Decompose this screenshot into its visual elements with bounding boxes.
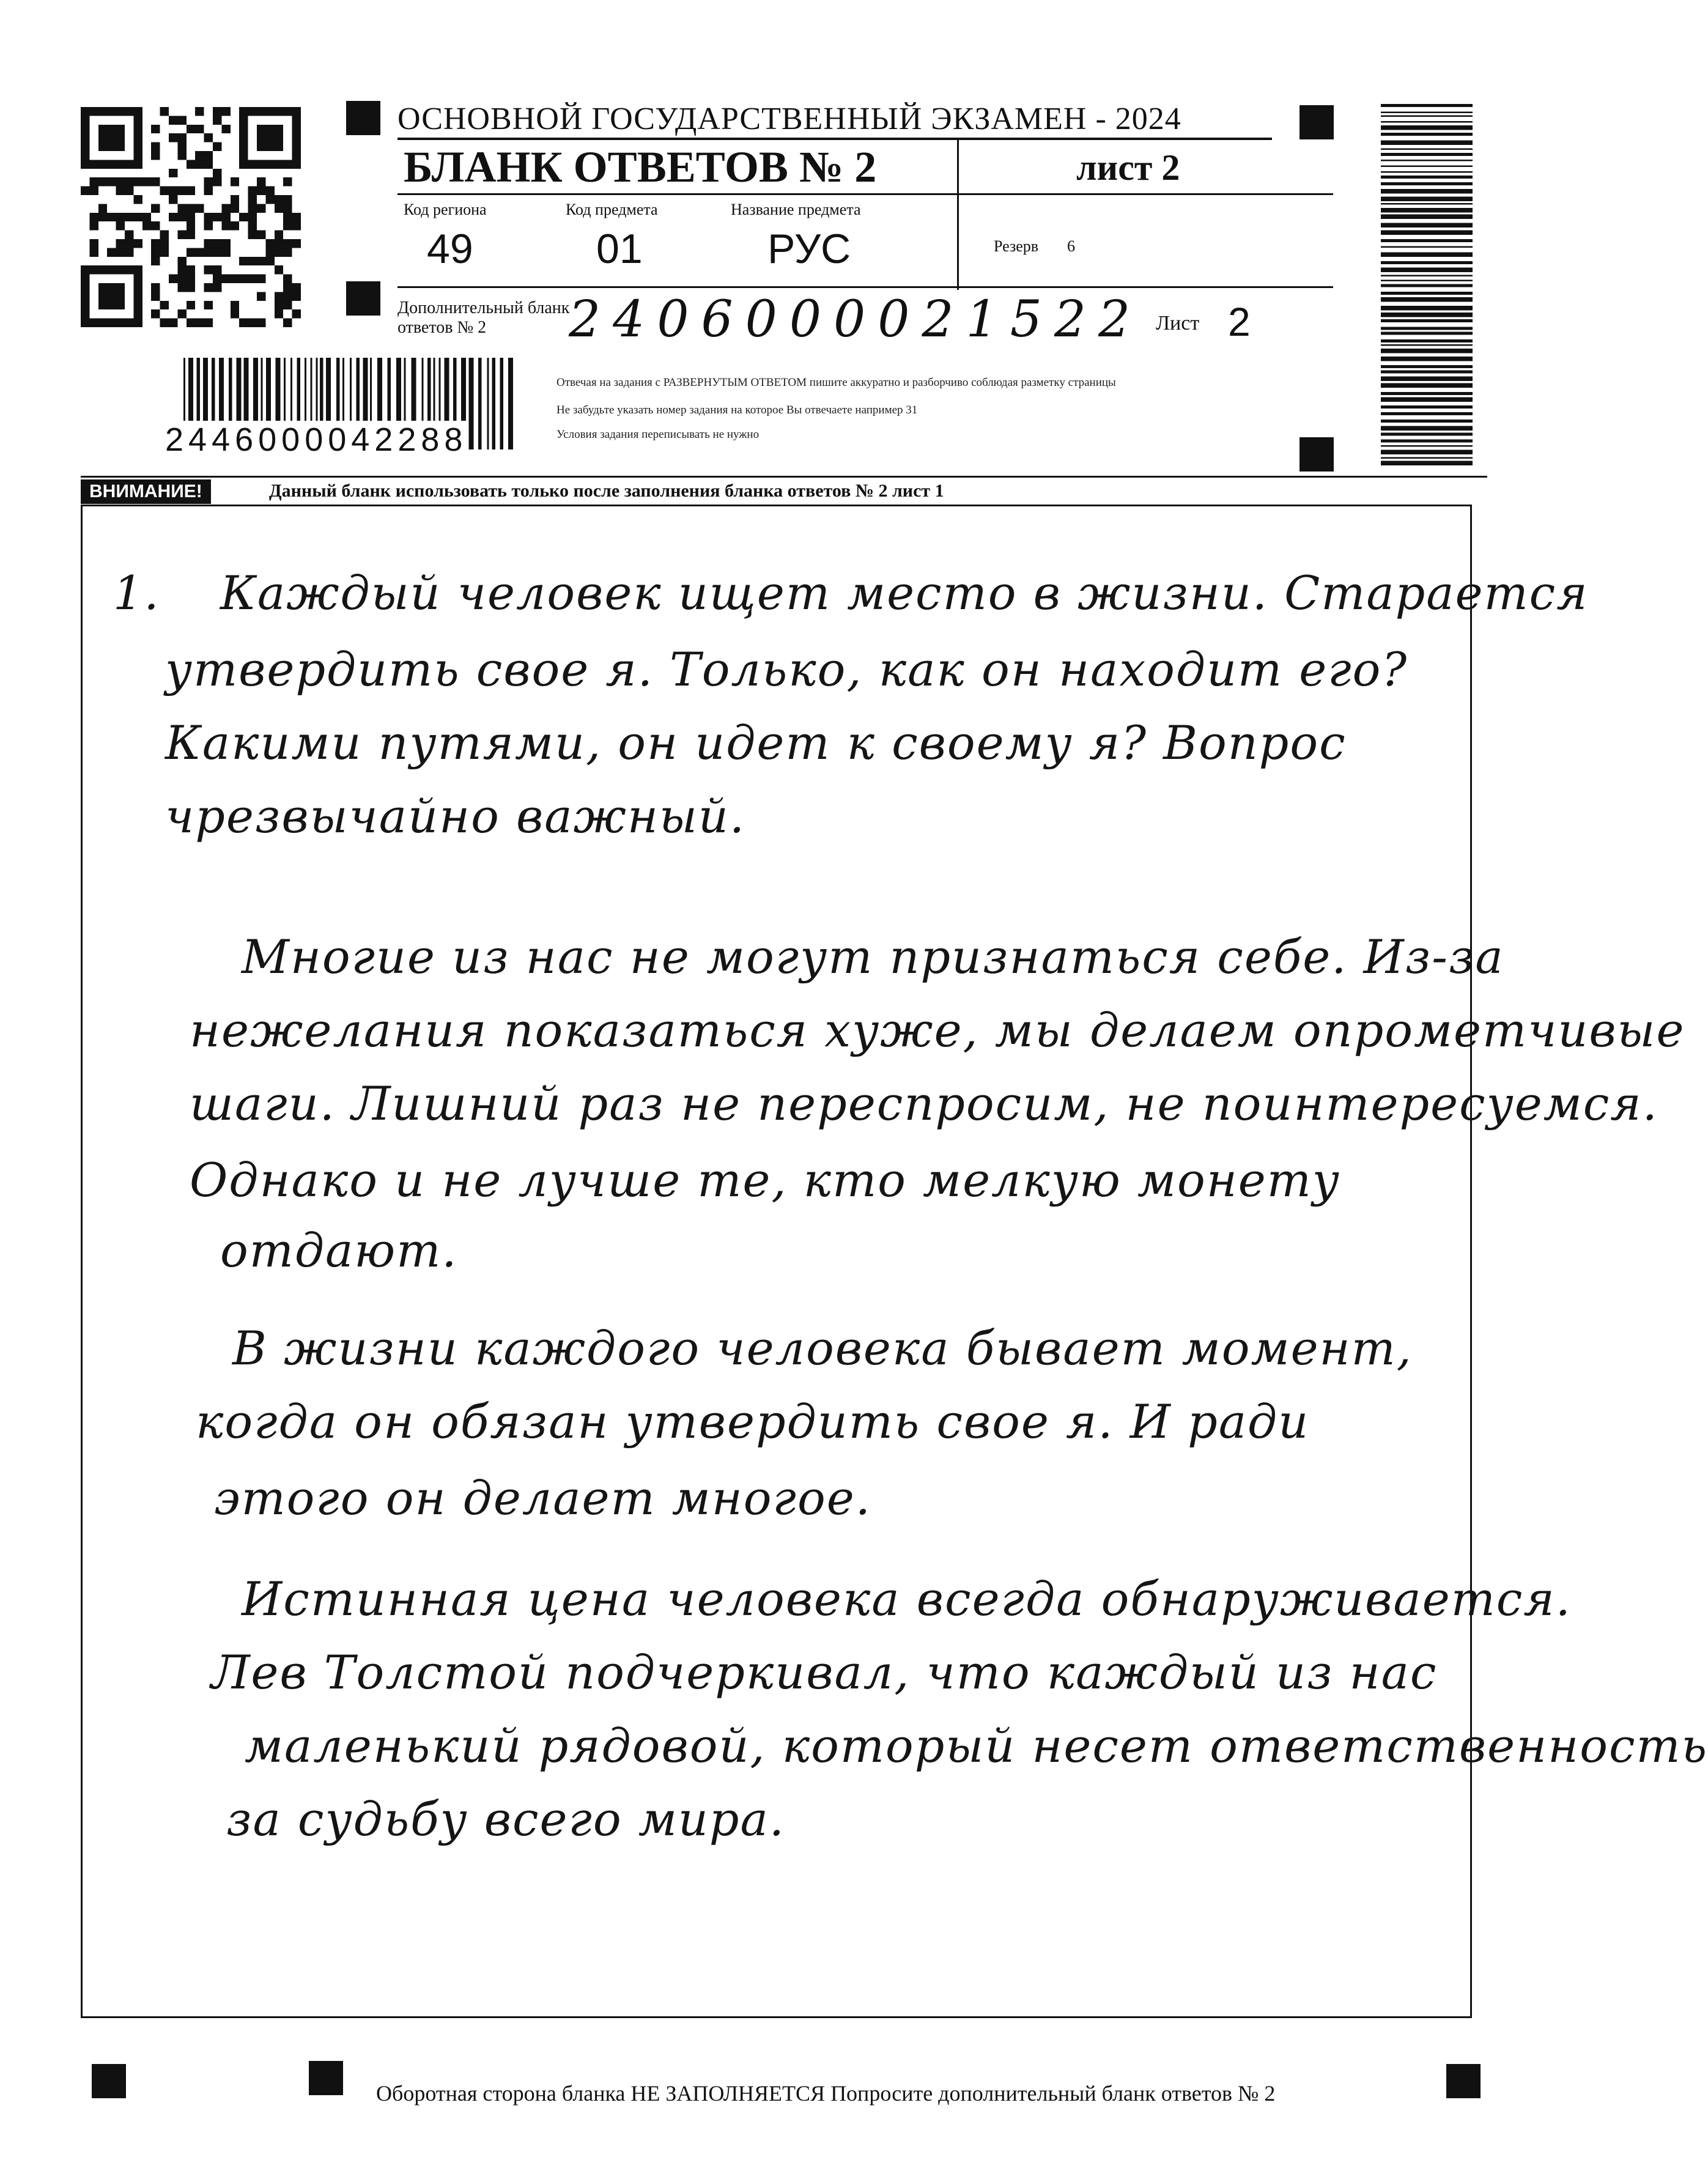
answer-line: В жизни каждого человека бывает момент, (232, 1321, 1413, 1375)
region-code-label: Код региона (404, 201, 487, 218)
answer-line: Каждый человек ищет место в жизни. Старается (220, 566, 1589, 620)
answer-line: шаги. Лишний раз не переспросим, не поинтересуемся. (190, 1076, 1658, 1131)
answer-line: отдают. (220, 1223, 458, 1278)
header-rule-3 (397, 286, 1333, 288)
answer-line: чрезвычайно важный. (165, 789, 745, 843)
registration-marker-top-right (1299, 105, 1334, 139)
answer-line: утвердить свое я. Только, как он находит его? (165, 642, 1408, 697)
header-divider (957, 140, 959, 290)
instruction-line: Отвечая на задания с РАЗВЕРНУТЫМ ОТВЕТОМ пишите аккуратно и разборчиво соблюдая разметку страницы (556, 376, 1116, 389)
form-title: БЛАНК ОТВЕТОВ № 2 (404, 142, 877, 191)
answer-line: Какими путями, он идет к своему я? Вопрос (165, 716, 1347, 770)
header-rule-2 (397, 193, 1333, 195)
additional-form-label: Дополнительный бланк ответов № 2 (397, 298, 570, 337)
subject-code-value: 01 (596, 226, 643, 272)
answer-line: Истинная цена человека всегда обнаруживается. (242, 1572, 1572, 1626)
registration-marker-mid-right (1299, 437, 1334, 472)
reserve-value: 6 (1067, 237, 1075, 255)
attention-badge: ВНИМАНИЕ! (81, 479, 211, 504)
additional-form-number: 2406000021522 (569, 290, 1143, 349)
registration-marker-bottom-3 (1446, 2064, 1481, 2098)
footer-note: Оборотная сторона бланка НЕ ЗАПОЛНЯЕТСЯ Попросите дополнительный бланк ответов № 2 (376, 2081, 1276, 2106)
barcode-digits: 2446000042288 (165, 421, 468, 458)
instruction-line: Условия задания переписывать не нужно (556, 428, 760, 441)
stacked-barcode (1381, 104, 1473, 471)
registration-marker-bottom-1 (92, 2064, 126, 2098)
subject-name-value: РУС (767, 226, 851, 272)
qr-code (81, 104, 301, 330)
registration-marker-mid-left (346, 281, 380, 316)
exam-title: ОСНОВНОЙ ГОСУДАРСТВЕННЫЙ ЭКЗАМЕН - 2024 (397, 102, 1181, 136)
registration-marker-bottom-2 (309, 2061, 343, 2095)
sheet-label: лист 2 (1076, 147, 1180, 188)
answer-line: нежелания показаться хуже, мы делаем опрометчивые (190, 1003, 1685, 1057)
list-value: 2 (1228, 299, 1251, 344)
answer-line: этого он делает многое. (214, 1471, 871, 1525)
attention-rule (81, 476, 1487, 478)
registration-marker-top-left (346, 101, 380, 135)
answer-line: за судьбу всего мира. (226, 1792, 785, 1846)
list-label: Лист (1156, 312, 1200, 335)
subject-name-label: Название предмета (731, 201, 861, 218)
region-code-value: 49 (427, 226, 473, 272)
answer-line: Лев Толстой подчеркивал, что каждый из нас (211, 1645, 1438, 1700)
answer-number: 1. (113, 566, 160, 620)
answer-line: когда он обязан утвердить свое я. И ради (196, 1394, 1310, 1449)
header-rule (397, 138, 1272, 140)
attention-text: Данный бланк использовать только после заполнения бланка ответов № 2 лист 1 (269, 481, 944, 501)
instruction-line: Не забудьте указать номер задания на которое Вы отвечаете например 31 (556, 404, 918, 416)
subject-code-label: Код предмета (566, 201, 658, 218)
answer-line: Однако и не лучше те, кто мелкую монету (190, 1153, 1340, 1207)
answer-line: Многие из нас не могут признаться себе. Из-за (242, 930, 1504, 984)
answer-line: маленький рядовой, который несет ответственность (245, 1718, 1708, 1773)
reserve-label: Резерв (994, 237, 1039, 255)
